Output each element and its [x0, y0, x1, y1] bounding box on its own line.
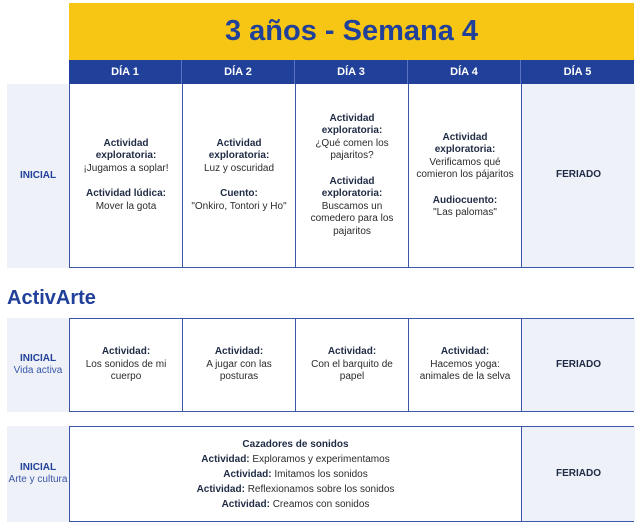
activity-label: Actividad exploratoria:: [208, 137, 270, 162]
activity-block: [414, 132, 516, 182]
activity-text: Hacemos yoga: animales de la selva: [419, 358, 511, 383]
page-title: 3 años - Semana 4: [224, 15, 479, 47]
row-label-vida-activa: [7, 318, 69, 412]
activity-text: Con el barquito de papel: [311, 358, 393, 383]
activity-label: Actividad exploratoria:: [434, 131, 496, 155]
activity-text: ¿Qué comen los pajaritos?: [315, 137, 389, 162]
inicial-day5-holiday: FERIADO: [522, 84, 635, 267]
day-header-3: DÍA 3: [295, 60, 408, 84]
activity-label: Actividad:: [196, 483, 245, 495]
activity-label: Actividad:: [101, 346, 151, 358]
vida-activa-day1-cell: [70, 319, 183, 411]
activity-block: [191, 188, 286, 213]
inicial-day1-cell: [70, 84, 183, 267]
activity-text: Luz y oscuridad: [203, 162, 275, 174]
activity-block: [188, 138, 290, 176]
arte-cultura-row: [69, 426, 634, 522]
day-header-1: DÍA 1: [69, 60, 182, 84]
activity-line: [222, 497, 370, 512]
activity-text: Mover la gota: [95, 200, 157, 212]
vida-activa-day4-cell: [409, 319, 522, 411]
row-sublabel-text: Arte y cultura: [8, 474, 68, 485]
inicial-day2-cell: [183, 84, 296, 267]
activity-text: Creamos con sonidos: [272, 498, 370, 510]
activity-text: "Onkiro, Tontori y Ho": [191, 200, 287, 212]
activity-text: Verificamos qué comieron los pájaritos: [416, 156, 514, 180]
activity-label: Actividad lúdica:: [85, 188, 166, 200]
row-label-text: INICIAL: [19, 353, 57, 364]
activity-label: Actividad:: [223, 468, 272, 480]
activity-label: Actividad exploratoria:: [321, 112, 383, 137]
vida-activa-row: [69, 318, 634, 412]
inicial-day3-cell: [296, 84, 409, 267]
activity-label: Actividad:: [201, 453, 250, 465]
activity-block: [301, 113, 403, 163]
activity-label: Cuento:: [220, 188, 258, 200]
activity-line: [197, 482, 395, 497]
activity-label: Actividad:: [327, 346, 377, 358]
inicial-day4-cell: [409, 84, 522, 267]
day-header-row: [69, 60, 634, 84]
inicial-row: [69, 84, 634, 268]
activity-label: Actividad exploratoria:: [321, 175, 383, 200]
activity-block: [301, 176, 403, 239]
activity-line: [201, 452, 389, 467]
row-label-text: INICIAL: [19, 462, 57, 473]
activity-block: [75, 138, 177, 176]
day-header-4: DÍA 4: [408, 60, 521, 84]
activity-text: Los sonidos de mi cuerpo: [85, 358, 167, 383]
activity-label: Actividad:: [221, 498, 270, 510]
activity-label: Actividad:: [214, 346, 264, 358]
activity-text: ¡Jugamos a soplar!: [83, 162, 169, 174]
vida-activa-day2-cell: [183, 319, 296, 411]
row-label-arte-cultura: [7, 426, 69, 522]
row-sublabel-text: Vida activa: [13, 365, 63, 376]
project-heading: Cazadores de sonidos: [242, 438, 349, 450]
activity-text: Reflexionamos sobre los sonidos: [247, 483, 395, 495]
day-header-5: DÍA 5: [563, 66, 592, 78]
activity-text: Exploramos y experimentamos: [252, 453, 390, 465]
activity-block: [433, 195, 497, 220]
arte-cultura-day5-holiday: FERIADO: [522, 427, 635, 521]
activity-text: Buscamos un comedero para los pajaritos: [310, 200, 394, 237]
arte-cultura-merged-cell: [70, 427, 522, 521]
row-label-text: INICIAL: [19, 170, 57, 181]
activity-block: [86, 188, 166, 213]
row-label-inicial: [7, 84, 69, 268]
vida-activa-day5-holiday: FERIADO: [522, 319, 635, 411]
day-header-2: DÍA 2: [182, 60, 295, 84]
vida-activa-day3-cell: [296, 319, 409, 411]
title-banner: [69, 3, 634, 60]
activity-label: Actividad exploratoria:: [95, 137, 157, 162]
activity-text: "Las palomas": [433, 207, 497, 218]
section-title-activarte: ActivArte: [7, 287, 96, 309]
activity-label: Audiocuento:: [432, 194, 498, 206]
activity-line: [223, 467, 368, 482]
activity-label: Actividad:: [440, 346, 490, 358]
activity-text: A jugar con las posturas: [206, 358, 272, 383]
activity-text: Imitamos los sonidos: [274, 468, 368, 480]
